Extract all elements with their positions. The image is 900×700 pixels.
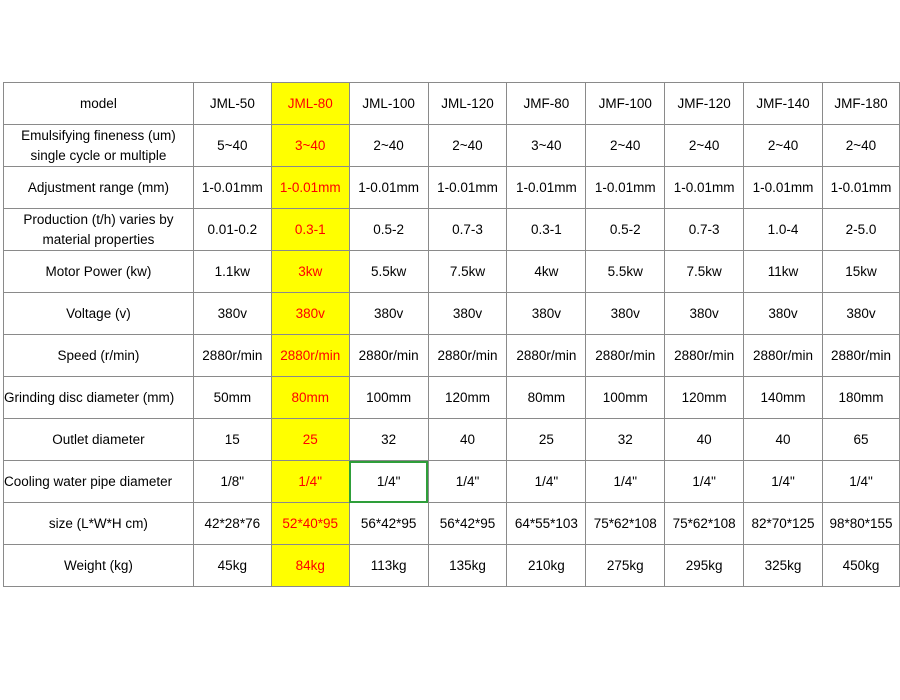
spec-table [3, 82, 900, 587]
spec-cell: 1-0.01mm [507, 167, 586, 209]
spec-cell: 1-0.01mm [665, 167, 744, 209]
spec-cell: 450kg [822, 545, 899, 587]
spec-cell: 2880r/min [744, 335, 823, 377]
row-label: Cooling water pipe diameter [4, 461, 194, 503]
spec-cell: 140mm [744, 377, 823, 419]
model-header: JML-120 [428, 83, 507, 125]
spec-cell: 380v [744, 293, 823, 335]
model-header: JMF-120 [665, 83, 744, 125]
spec-cell: 98*80*155 [822, 503, 899, 545]
model-header: JMF-100 [586, 83, 665, 125]
spec-cell: 120mm [428, 377, 507, 419]
spec-row-voltage [4, 293, 900, 335]
spec-cell: 56*42*95 [428, 503, 507, 545]
spec-cell: 42*28*76 [193, 503, 271, 545]
spec-row-weight [4, 545, 900, 587]
spec-cell: 295kg [665, 545, 744, 587]
row-label: Adjustment range (mm) [4, 167, 194, 209]
spec-cell: 325kg [744, 545, 823, 587]
spec-cell-highlighted: 2880r/min [271, 335, 349, 377]
spec-cell: 2880r/min [822, 335, 899, 377]
spec-cell: 1/4" [507, 461, 586, 503]
header-label: model [4, 83, 194, 125]
model-header: JMF-180 [822, 83, 899, 125]
row-label: Voltage (v) [4, 293, 194, 335]
selected-cell[interactable]: 1/4" [349, 461, 428, 503]
spec-cell: 7.5kw [665, 251, 744, 293]
spec-cell: 380v [507, 293, 586, 335]
spec-cell: 1-0.01mm [193, 167, 271, 209]
spec-cell: 2~40 [428, 125, 507, 167]
spec-row-size [4, 503, 900, 545]
spec-row-outlet-diameter [4, 419, 900, 461]
spec-cell: 180mm [822, 377, 899, 419]
spec-cell-highlighted: 3~40 [271, 125, 349, 167]
spec-cell: 2880r/min [193, 335, 271, 377]
row-label: Grinding disc diameter (mm) [4, 377, 194, 419]
spec-cell: 380v [665, 293, 744, 335]
spec-cell: 45kg [193, 545, 271, 587]
spec-cell-highlighted: 80mm [271, 377, 349, 419]
row-label: Emulsifying fineness (um) single cycle or multiple [4, 125, 194, 167]
spec-cell: 2880r/min [586, 335, 665, 377]
spec-cell: 0.7-3 [665, 209, 744, 251]
spec-cell: 40 [428, 419, 507, 461]
spec-cell: 113kg [349, 545, 428, 587]
spec-cell: 1.1kw [193, 251, 271, 293]
spec-cell: 2~40 [822, 125, 899, 167]
spec-cell: 40 [665, 419, 744, 461]
spec-cell: 3~40 [507, 125, 586, 167]
spec-cell: 210kg [507, 545, 586, 587]
spec-row-emulsifying-fineness [4, 125, 900, 167]
spec-sheet [3, 82, 900, 587]
spec-cell: 1.0-4 [744, 209, 823, 251]
spec-cell: 135kg [428, 545, 507, 587]
spec-cell-highlighted: 52*40*95 [271, 503, 349, 545]
spec-cell: 380v [428, 293, 507, 335]
spec-cell: 1/4" [428, 461, 507, 503]
spec-cell: 2880r/min [507, 335, 586, 377]
spec-cell: 75*62*108 [665, 503, 744, 545]
spec-cell: 1-0.01mm [586, 167, 665, 209]
spec-cell: 380v [193, 293, 271, 335]
spec-cell: 1-0.01mm [744, 167, 823, 209]
spec-cell-highlighted: 0.3-1 [271, 209, 349, 251]
row-label: Motor Power (kw) [4, 251, 194, 293]
spec-cell: 15kw [822, 251, 899, 293]
spec-cell: 1-0.01mm [349, 167, 428, 209]
model-header-highlighted: JML-80 [271, 83, 349, 125]
spec-cell-highlighted: 1-0.01mm [271, 167, 349, 209]
spec-cell: 7.5kw [428, 251, 507, 293]
spec-cell: 2~40 [586, 125, 665, 167]
spec-cell: 0.3-1 [507, 209, 586, 251]
spec-row-cooling-water-pipe [4, 461, 900, 503]
spec-cell: 100mm [349, 377, 428, 419]
spec-cell: 1-0.01mm [822, 167, 899, 209]
spec-cell: 25 [507, 419, 586, 461]
spec-cell: 32 [349, 419, 428, 461]
spec-row-production [4, 209, 900, 251]
spec-cell: 2880r/min [428, 335, 507, 377]
spec-cell: 0.7-3 [428, 209, 507, 251]
spec-cell: 0.01-0.2 [193, 209, 271, 251]
spec-cell: 1/4" [822, 461, 899, 503]
spec-row-grinding-disc-diameter [4, 377, 900, 419]
spec-cell: 2880r/min [665, 335, 744, 377]
spec-cell: 2880r/min [349, 335, 428, 377]
spec-row-motor-power [4, 251, 900, 293]
spec-cell-highlighted: 3kw [271, 251, 349, 293]
spec-cell: 82*70*125 [744, 503, 823, 545]
row-label: Production (t/h) varies by material properties [4, 209, 194, 251]
spec-cell: 2~40 [744, 125, 823, 167]
spec-cell: 5.5kw [586, 251, 665, 293]
spec-row-adjustment-range [4, 167, 900, 209]
spec-cell: 1/4" [586, 461, 665, 503]
spec-cell: 80mm [507, 377, 586, 419]
row-label: Speed (r/min) [4, 335, 194, 377]
row-label: size (L*W*H cm) [4, 503, 194, 545]
spec-cell-highlighted: 25 [271, 419, 349, 461]
spec-cell: 56*42*95 [349, 503, 428, 545]
spec-cell: 380v [586, 293, 665, 335]
spec-cell: 2-5.0 [822, 209, 899, 251]
spec-cell: 2~40 [665, 125, 744, 167]
spec-cell: 0.5-2 [586, 209, 665, 251]
model-header: JML-50 [193, 83, 271, 125]
spec-cell: 50mm [193, 377, 271, 419]
spec-cell: 380v [822, 293, 899, 335]
spec-cell: 1-0.01mm [428, 167, 507, 209]
model-header: JMF-80 [507, 83, 586, 125]
spec-cell: 100mm [586, 377, 665, 419]
spec-cell: 275kg [586, 545, 665, 587]
spec-row-speed [4, 335, 900, 377]
spec-cell-highlighted: 380v [271, 293, 349, 335]
spec-cell: 1/4" [744, 461, 823, 503]
spec-cell: 4kw [507, 251, 586, 293]
spec-cell: 120mm [665, 377, 744, 419]
row-label: Outlet diameter [4, 419, 194, 461]
spec-cell: 40 [744, 419, 823, 461]
spec-cell: 2~40 [349, 125, 428, 167]
spec-cell: 380v [349, 293, 428, 335]
spec-cell: 65 [822, 419, 899, 461]
spec-cell: 75*62*108 [586, 503, 665, 545]
spec-cell: 64*55*103 [507, 503, 586, 545]
spec-cell-highlighted: 84kg [271, 545, 349, 587]
model-header: JML-100 [349, 83, 428, 125]
spec-cell-highlighted: 1/4" [271, 461, 349, 503]
spec-cell: 0.5-2 [349, 209, 428, 251]
spec-cell: 1/4" [665, 461, 744, 503]
spec-cell: 1/8" [193, 461, 271, 503]
row-label: Weight (kg) [4, 545, 194, 587]
header-row [4, 83, 900, 125]
spec-cell: 32 [586, 419, 665, 461]
spec-cell: 5~40 [193, 125, 271, 167]
spec-cell: 11kw [744, 251, 823, 293]
spec-cell: 5.5kw [349, 251, 428, 293]
model-header: JMF-140 [744, 83, 823, 125]
spec-cell: 15 [193, 419, 271, 461]
